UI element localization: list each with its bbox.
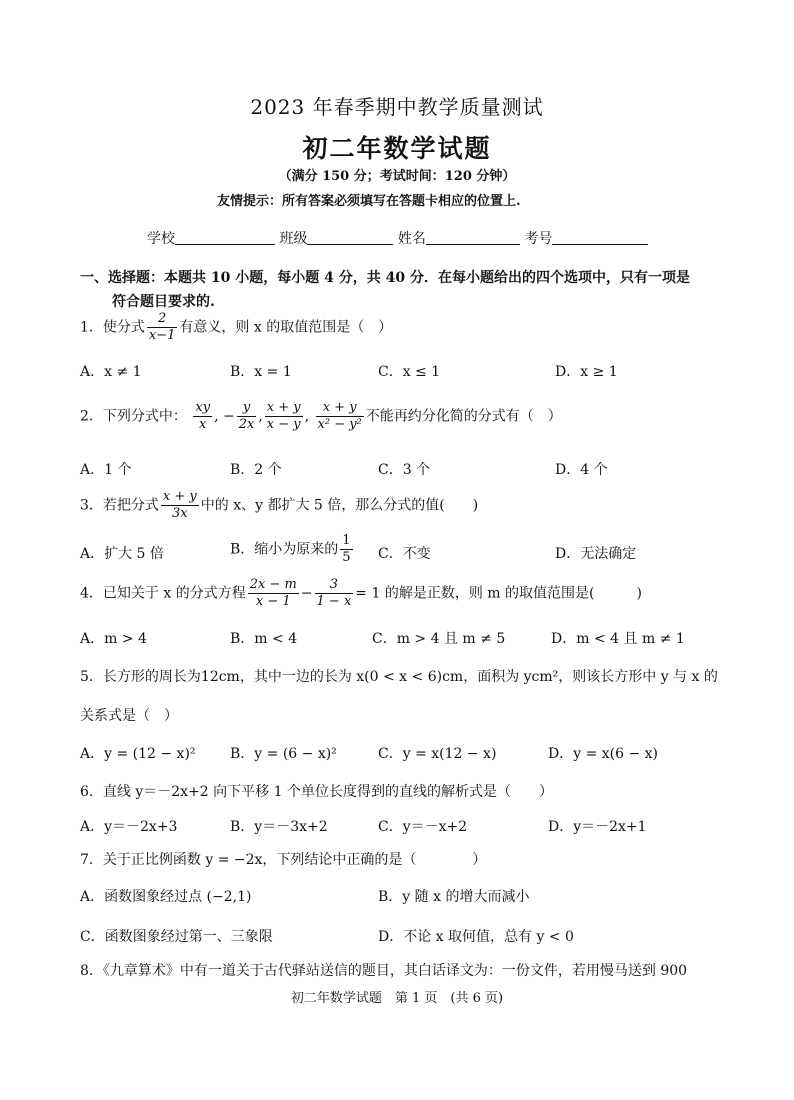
score-info: （满分 150 分；考试时间：120 分钟）	[278, 169, 516, 184]
question-4	[80, 577, 642, 610]
q2-fraction-2	[237, 400, 257, 433]
q2-f2-den: 2x	[238, 417, 255, 432]
q4-f2-den: 1 − x	[316, 594, 352, 609]
q2-f1-den: x	[199, 417, 207, 432]
question-2	[80, 400, 562, 433]
q4-f1-num: 2x − m	[249, 577, 297, 592]
q6-option-c[interactable]: C．y＝－x+2	[378, 819, 468, 835]
q1-fraction	[147, 311, 178, 344]
q3-fraction-num: x + y	[162, 489, 197, 504]
q2-f2-num: y	[237, 400, 257, 417]
q2-f1-num: xy	[195, 400, 211, 415]
q2-option-b[interactable]: B．2 个	[230, 462, 282, 478]
q1-option-b[interactable]: B．x = 1	[230, 364, 292, 380]
number-blank[interactable]	[552, 230, 648, 245]
question-6: 6．直线 y＝－2x+2 向下平移 1 个单位长度得到的直线的解析式是（ ）	[80, 784, 553, 800]
q3-option-b-text: B．缩小为原来的	[230, 541, 339, 558]
q4-minus: −	[300, 585, 313, 602]
q1-option-c[interactable]: C．x ≤ 1	[378, 364, 441, 380]
q2-fraction-1	[193, 400, 212, 433]
q1-suffix: 有意义，则 x 的取值范围是（ ）	[179, 319, 393, 336]
q1-fraction-num: 2	[147, 311, 178, 328]
question-7: 7．关于正比例函数 y = −2x，下列结论中正确的是（ ）	[80, 852, 487, 868]
hint-text: 友情提示：所有答案必须填写在答题卡相应的位置上.	[217, 194, 521, 209]
q4-option-a[interactable]: A．m > 4	[80, 631, 147, 647]
q2-f4-num: x + y	[316, 400, 364, 417]
question-5-line1: 5．长方形的周长为12cm，其中一边的长为 x(0 < x < 6)cm，面积为 ycm²，则该长方形中 y 与 x 的	[80, 669, 718, 685]
name-blank[interactable]	[426, 230, 520, 245]
page-footer: 初二年数学试题 第 1 页 (共 6 页)	[290, 991, 504, 1006]
name-label: 姓名	[397, 231, 426, 247]
q5-option-b[interactable]: B．y = (6 − x)²	[230, 746, 337, 762]
q4-option-d[interactable]: D．m < 4 且 m ≠ 1	[551, 631, 685, 647]
q6-option-a[interactable]: A．y＝－2x+3	[80, 819, 178, 835]
q3-optb-num: 1	[342, 533, 351, 548]
exam-subtitle: 初二年数学试题	[302, 134, 492, 163]
q3-option-d[interactable]: D．无法确定	[555, 546, 637, 562]
q7-option-d[interactable]: D．不论 x 取何值，总有 y < 0	[378, 929, 574, 945]
q4-fraction-2	[315, 577, 354, 610]
q2-sep3: ,	[304, 408, 310, 425]
question-1	[80, 311, 392, 344]
q4-f1-den: x − 1	[255, 594, 291, 609]
number-label: 考号	[524, 231, 553, 247]
q1-option-d[interactable]: D．x ≥ 1	[555, 364, 618, 380]
exam-title: 2023 年春季期中教学质量测试	[250, 95, 544, 119]
question-5-line2: 关系式是（ ）	[80, 708, 178, 724]
q2-prefix: 2．下列分式中：	[80, 408, 187, 425]
class-label: 班级	[279, 231, 308, 247]
q2-option-d[interactable]: D．4 个	[555, 462, 608, 478]
q2-f4-den: x² − y²	[317, 417, 362, 432]
q2-f3-den: x − y	[266, 417, 301, 432]
q4-option-c[interactable]: C．m > 4 且 m ≠ 5	[372, 631, 506, 647]
q2-sep2: ,	[258, 408, 263, 425]
q4-option-b[interactable]: B．m < 4	[230, 631, 298, 647]
q5-option-d[interactable]: D．y = x(6 − x)	[548, 746, 659, 762]
q7-option-a[interactable]: A．函数图象经过点 (−2,1)	[80, 889, 252, 905]
q2-fraction-3	[265, 400, 303, 433]
q2-sep1: , −	[214, 408, 235, 425]
q6-option-b[interactable]: B．y＝－3x+2	[230, 819, 328, 835]
q3-fraction-den: 3x	[172, 506, 188, 521]
q1-prefix: 1．使分式	[80, 319, 145, 336]
q3-optb-den: 5	[342, 550, 351, 565]
q3-option-b-fraction	[340, 533, 352, 566]
school-label: 学校	[147, 231, 175, 247]
q7-option-b[interactable]: B．y 随 x 的增大而减小	[378, 889, 530, 905]
class-blank[interactable]	[307, 230, 393, 245]
q3-fraction	[161, 489, 199, 522]
q4-prefix: 4．已知关于 x 的分式方程	[80, 585, 246, 602]
question-8: 8．《九章算术》中有一道关于古代驿站送信的题目，其白话译文为：一份文件，若用慢马送到 900	[80, 963, 688, 979]
q1-fraction-den: x−1	[148, 328, 176, 343]
student-info-fields	[147, 228, 648, 248]
q3-option-c[interactable]: C．不变	[378, 546, 431, 562]
q3-suffix: 中的 x、y 都扩大 5 倍，那么分式的值( )	[200, 497, 479, 514]
q2-option-a[interactable]: A．1 个	[80, 462, 132, 478]
q5-option-a[interactable]: A．y = (12 − x)²	[80, 746, 196, 762]
q2-f3-num: x + y	[266, 400, 301, 415]
q2-suffix: 不能再约分化简的分式有（ ）	[365, 408, 562, 425]
q7-option-c[interactable]: C．函数图象经过第一、三象限	[80, 929, 273, 945]
question-3	[80, 489, 478, 522]
q5-option-c[interactable]: C．y = x(12 − x)	[378, 746, 497, 762]
q3-option-a[interactable]: A．扩大 5 倍	[80, 546, 164, 562]
q1-option-a[interactable]: A．x ≠ 1	[80, 364, 142, 380]
q2-fraction-4	[316, 400, 364, 433]
q3-prefix: 3．若把分式	[80, 497, 159, 514]
school-blank[interactable]	[175, 230, 275, 245]
q3-option-b[interactable]	[230, 533, 355, 566]
section-heading-line2: 符合题目要求的.	[112, 294, 215, 310]
q4-fraction-1	[248, 577, 299, 610]
section-heading-line1: 一、选择题：本题共 10 小题，每小题 4 分，共 40 分．在每小题给出的四个选项中，只有一项是	[80, 270, 690, 286]
q4-suffix: = 1 的解是正数，则 m 的取值范围是( )	[355, 585, 642, 602]
q6-option-d[interactable]: D．y＝－2x+1	[548, 819, 647, 835]
q4-f2-num: 3	[315, 577, 354, 594]
q2-option-c[interactable]: C．3 个	[378, 462, 431, 478]
